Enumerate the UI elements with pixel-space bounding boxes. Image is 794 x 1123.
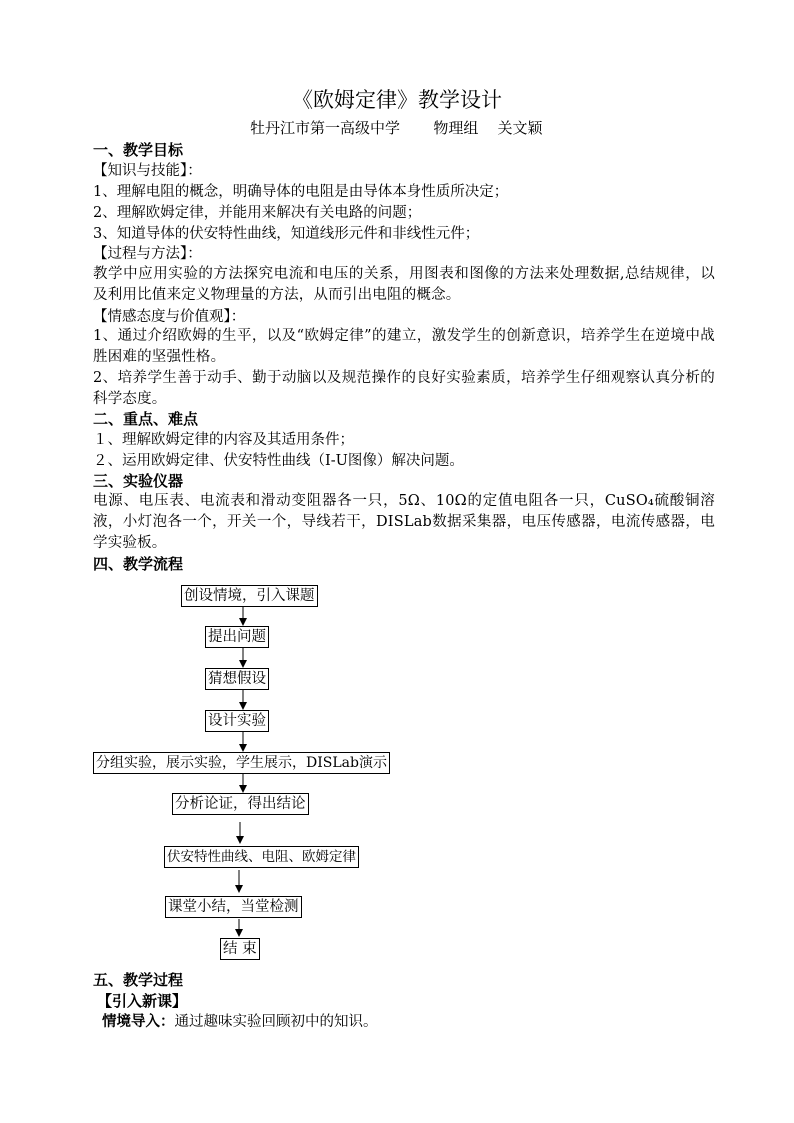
flow-step-5: 分组实验，展示实验，学生展示，DISLab演示 <box>93 752 390 774</box>
intro-label: 【引入新课】 <box>97 992 188 1010</box>
author-school: 牡丹江市第一高级中学 <box>250 119 401 137</box>
knowledge-item: 3、知道导体的伏安特性曲线，知道线形元件和非线性元件； <box>93 226 480 242</box>
attitude-item-2: 2、培养学生善于动手、勤于动脑以及规范操作的良好实验素质，培养学生仔细观察认真分析的科学态度。 <box>93 370 715 407</box>
author-name: 关文颖 <box>497 119 543 137</box>
keypoint-item: ２、运用欧姆定律、伏安特性曲线（I-U图像）解决问题。 <box>93 453 464 469</box>
equipment-text: 电源、电压表、电流表和滑动变阻器各一只，5Ω、10Ω的定值电阻各一只，CuSO₄硫酸铜溶液，小灯泡各一个，开关一个，导线若干，DISLab数据采集器，电压传感器，电流传感器，电学实验板。 <box>93 493 715 551</box>
scene-label: 情境导入： <box>102 1013 175 1030</box>
knowledge-label: 【知识与技能】： <box>93 163 202 179</box>
section-heading-keypoints: 二、重点、难点 <box>93 410 199 428</box>
section-heading-goals: 一、教学目标 <box>93 141 184 159</box>
knowledge-item: 1、理解电阻的概念，明确导体的电阻是由导体本身性质所决定； <box>93 184 509 200</box>
section-heading-equipment: 三、实验仪器 <box>93 472 184 490</box>
scene-line <box>102 1012 724 1032</box>
document-title: 《欧姆定律》教学设计 <box>292 88 502 112</box>
flow-step-4: 设计实验 <box>205 710 269 732</box>
flow-step-9: 结 束 <box>220 938 260 960</box>
flow-step-7: 伏安特性曲线、电阻、欧姆定律 <box>164 846 359 868</box>
process-text: 教学中应用实验的方法探究电流和电压的关系，用图表和图像的方法来处理数据,总结规律，以及利用比值来定义物理量的方法，从而引出电阻的概念。 <box>93 266 715 303</box>
section-heading-flow: 四、教学流程 <box>93 555 184 573</box>
flow-step-1: 创设情境，引入课题 <box>181 585 318 607</box>
knowledge-item: 2、理解欧姆定律，并能用来解决有关电路的问题； <box>93 205 422 221</box>
keypoint-item: １、理解欧姆定律的内容及其适用条件； <box>93 432 354 448</box>
flow-step-3: 猜想假设 <box>205 668 269 690</box>
attitude-label: 【情感态度与价值观】： <box>93 309 246 325</box>
scene-text: 通过趣味实验回顾初中的知识。 <box>174 1014 378 1030</box>
section-heading-process: 五、教学过程 <box>93 971 184 989</box>
flow-step-2: 提出问题 <box>205 626 269 648</box>
author-group: 物理组 <box>433 119 479 137</box>
attitude-item-1: 1、通过介绍欧姆的生平，以及“欧姆定律”的建立，激发学生的创新意识，培养学生在逆境中战胜困难的坚强性格。 <box>93 328 715 365</box>
process-label: 【过程与方法】： <box>93 246 202 262</box>
flow-step-6: 分析论证，得出结论 <box>172 793 309 815</box>
flow-step-8: 课堂小结，当堂检测 <box>165 896 302 918</box>
